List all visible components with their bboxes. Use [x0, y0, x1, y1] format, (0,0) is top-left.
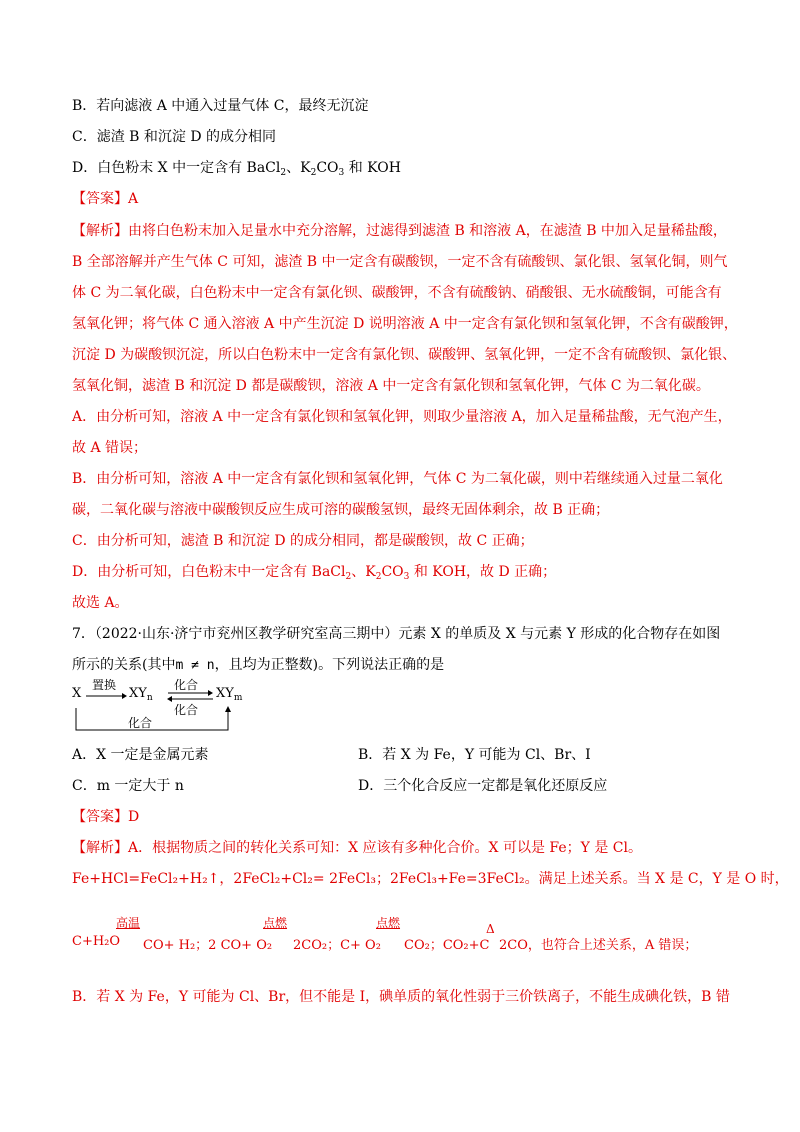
option-7a: A．X 一定是金属元素: [72, 747, 209, 763]
analysis-line: 沉淀 D 为碳酸钡沉淀，所以白色粉末中一定含有氯化钡、碳酸钾、氢氧化钾，一定不含有硫酸钡、氯化银、: [72, 347, 737, 363]
option-d-suffix: 和 KOH: [344, 160, 401, 176]
sub: 3: [403, 572, 410, 582]
scheme-xym: [216, 686, 242, 701]
q7-text-a: 所示的关系(其中: [72, 657, 176, 673]
sub: 2: [280, 168, 287, 178]
analysis-c1: C．由分析可知，滤渣 B 和沉淀 D 的成分相同，都是碳酸钡，故 C 正确；: [72, 533, 534, 549]
cond-heat: Δ: [486, 922, 495, 936]
eq-4-right: 2CO，也符合上述关系，A 错误；: [499, 938, 698, 953]
option-d-prefix: D．白色粉末 X 中一定含有 BaCl: [72, 160, 281, 176]
option-d: [72, 158, 401, 178]
analysis-d1-mid2: CO: [381, 564, 404, 580]
scheme-combine-bottom: 化合: [174, 703, 199, 717]
sub: 2: [345, 572, 352, 582]
scheme-combine-top: 化合: [174, 678, 199, 692]
option-d-mid2: CO: [316, 160, 339, 176]
sub: 3: [338, 168, 345, 178]
analysis-b2: 碳，二氧化碳与溶液中碳酸钡反应生成可溶的碳酸氢钡，最终无固体剩余，故 B 正确；: [72, 502, 610, 518]
eq-1-right: CO+ H₂；2 CO+ O₂: [143, 938, 273, 953]
analysis-d1-suffix: 和 KOH，故 D 正确；: [409, 564, 557, 580]
analysis-d1: [72, 562, 556, 582]
choose-line: 故选 A。: [72, 595, 129, 611]
option-b: B．若向滤液 A 中通入过量气体 C，最终无沉淀: [72, 98, 369, 114]
analysis-line: 体 C 为二氧化碳，白色粉末中一定含有氯化钡、碳酸钾，不含有硫酸钠、硝酸银、无水硫酸铜，可能含有: [72, 285, 722, 301]
scheme-n: n: [146, 693, 153, 703]
analysis7-line2: Fe+HCl=FeCl₂+H₂↑，2FeCl₂+Cl₂= 2FeCl₃；2FeCl₃+Fe=3FeCl₂。满足上述关系。当 X 是 C，Y 是 O 时，: [72, 871, 789, 887]
analysis-line: 氢氧化钾；将气体 C 通入溶液 A 中产生沉淀 D 说明溶液 A 中一定含有氯化钡和氢氧化钾，不含有碳酸钾，: [72, 316, 738, 332]
answer-2: 【答案】D: [72, 809, 140, 825]
scheme-m: m: [233, 693, 243, 703]
analysis-a1: A．由分析可知，溶液 A 中一定含有氯化钡和氢氧化钾，则取少量溶液 A，加入足量稀盐酸，无气泡产生，: [72, 409, 732, 425]
scheme-xym-base: XY: [216, 686, 234, 701]
analysis-line: B 全部溶解并产生气体 C 可知，滤渣 B 中一定含有碳酸钡，一定不含有硫酸钡、氯化银、氢氧化铜，则气: [72, 254, 728, 270]
scheme-xyn: [129, 686, 153, 701]
scheme-combine-loop: 化合: [128, 716, 153, 730]
eq-left: C+H₂O: [72, 934, 121, 949]
sub: 2: [375, 572, 382, 582]
option-7b: B．若 X 为 Fe，Y 可能为 Cl、Br、I: [358, 747, 591, 763]
option-7d: D．三个化合反应一定都是氧化还原反应: [358, 778, 608, 794]
scheme-x: X: [72, 686, 82, 701]
analysis-a2: 故 A 错误；: [72, 440, 148, 456]
question-7-stem: 7．（2022·山东·济宁市兖州区教学研究室高三期中）元素 X 的单质及 X 与元素 Y 形成的化合物存在如图: [72, 626, 721, 642]
cond-high-temp: 高温: [116, 916, 141, 930]
option-c: C．滤渣 B 和沉淀 D 的成分相同: [72, 129, 277, 145]
eq-3-right: CO₂；CO₂+C: [404, 938, 490, 953]
analysis-line: 【解析】由将白色粉末加入足量水中充分溶解，过滤得到滤渣 B 和溶液 A，在滤渣 B 中加入足量稀盐酸，: [72, 223, 727, 239]
option-d-mid: 、K: [286, 160, 311, 176]
analysis-b1: B．由分析可知，溶液 A 中一定含有氯化钡和氢氧化钾，气体 C 为二氧化碳，则中若继续通入过量二氧化: [72, 471, 723, 487]
cond-ignite-2: 点燃: [376, 916, 401, 930]
analysis7-line1: 【解析】A．根据物质之间的转化关系可知：X 应该有多种化合价。X 可以是 Fe；Y 是 Cl。: [72, 840, 642, 856]
relation-scheme: [72, 676, 262, 734]
analysis-d1-prefix: D．由分析可知，白色粉末中一定含有 BaCl: [72, 564, 346, 580]
scheme-xyn-base: XY: [129, 686, 147, 701]
q7-math: m ≠ n: [175, 658, 215, 673]
answer-1: 【答案】A: [72, 191, 139, 207]
analysis-d1-mid: 、K: [351, 564, 376, 580]
question-7-stem-2: [72, 655, 444, 676]
option-7c: C．m 一定大于 n: [72, 778, 184, 794]
analysis-line: 氢氧化铜，滤渣 B 和沉淀 D 都是碳酸钡，溶液 A 中一定含有氯化钡和氢氧化钾，气体 C 为二氧化碳。: [72, 378, 710, 394]
q7-text-b: ，且均为正整数)。下列说法正确的是: [214, 657, 445, 673]
sub: 2: [310, 168, 317, 178]
analysis7-line-b: B．若 X 为 Fe，Y 可能为 Cl、Br，但不能是 I，碘单质的氧化性弱于三价铁离子，不能生成碘化铁，B 错: [72, 989, 730, 1005]
cond-ignite-1: 点燃: [263, 916, 288, 930]
scheme-replace: 置换: [92, 678, 117, 692]
eq-2-right: 2CO₂；C+ O₂: [293, 938, 381, 953]
